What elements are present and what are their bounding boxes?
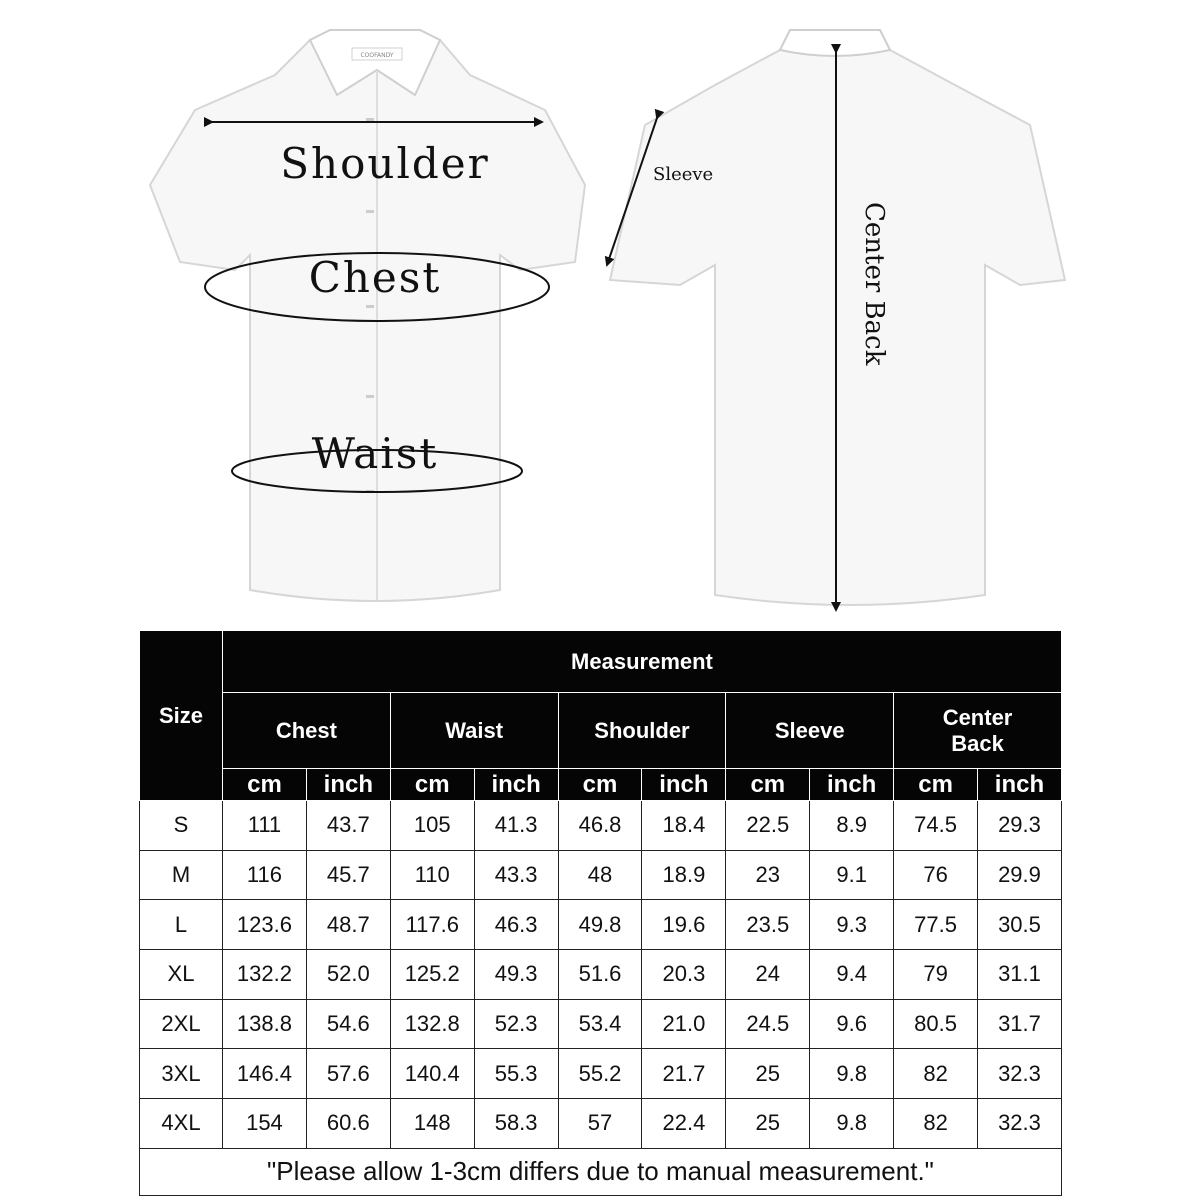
center-back-label: Center Back — [859, 202, 889, 366]
value-cell: 138.8 — [223, 999, 307, 1049]
value-cell: 22.4 — [642, 1099, 726, 1149]
value-cell: 29.9 — [978, 850, 1062, 900]
size-cell: 2XL — [140, 999, 223, 1049]
value-cell: 9.4 — [810, 950, 894, 1000]
unit-header: inch — [474, 769, 558, 801]
value-cell: 79 — [894, 950, 978, 1000]
chest-label: Chest — [308, 253, 442, 302]
unit-header: cm — [558, 769, 642, 801]
value-cell: 53.4 — [558, 999, 642, 1049]
value-cell: 110 — [390, 850, 474, 900]
size-cell: 4XL — [140, 1099, 223, 1149]
value-cell: 32.3 — [978, 1049, 1062, 1099]
value-cell: 30.5 — [978, 900, 1062, 950]
value-cell: 23.5 — [726, 900, 810, 950]
value-cell: 55.2 — [558, 1049, 642, 1099]
value-cell: 80.5 — [894, 999, 978, 1049]
value-cell: 51.6 — [558, 950, 642, 1000]
value-cell: 18.9 — [642, 850, 726, 900]
value-cell: 9.8 — [810, 1049, 894, 1099]
value-cell: 46.3 — [474, 900, 558, 950]
value-cell: 82 — [894, 1049, 978, 1099]
value-cell: 43.3 — [474, 850, 558, 900]
value-cell: 43.7 — [306, 801, 390, 851]
value-cell: 52.0 — [306, 950, 390, 1000]
value-cell: 18.4 — [642, 801, 726, 851]
value-cell: 45.7 — [306, 850, 390, 900]
value-cell: 125.2 — [390, 950, 474, 1000]
table-row — [140, 801, 1062, 851]
unit-header: inch — [642, 769, 726, 801]
value-cell: 57.6 — [306, 1049, 390, 1099]
table-row — [140, 1049, 1062, 1099]
size-chart-table — [139, 630, 1062, 1196]
size-header: Size — [140, 631, 223, 801]
value-cell: 9.8 — [810, 1099, 894, 1149]
value-cell: 31.7 — [978, 999, 1062, 1049]
value-cell: 48 — [558, 850, 642, 900]
value-cell: 76 — [894, 850, 978, 900]
unit-header: cm — [223, 769, 307, 801]
value-cell: 54.6 — [306, 999, 390, 1049]
measurement-header: Measurement — [223, 631, 1062, 693]
value-cell: 132.8 — [390, 999, 474, 1049]
value-cell: 20.3 — [642, 950, 726, 1000]
value-cell: 8.9 — [810, 801, 894, 851]
value-cell: 23 — [726, 850, 810, 900]
value-cell: 48.7 — [306, 900, 390, 950]
value-cell: 29.3 — [978, 801, 1062, 851]
unit-header: cm — [726, 769, 810, 801]
measurement-note: "Please allow 1-3cm differs due to manual measurement." — [140, 1148, 1062, 1195]
value-cell: 52.3 — [474, 999, 558, 1049]
table-row — [140, 999, 1062, 1049]
value-cell: 49.8 — [558, 900, 642, 950]
back-shirt-illustration — [610, 30, 1065, 605]
group-header: Chest — [223, 693, 391, 769]
group-header: Center Back — [894, 693, 1062, 769]
group-header: Waist — [390, 693, 558, 769]
size-cell: L — [140, 900, 223, 950]
value-cell: 9.3 — [810, 900, 894, 950]
value-cell: 24.5 — [726, 999, 810, 1049]
table-row — [140, 950, 1062, 1000]
brand-tag-text: COOFANDY — [360, 52, 394, 59]
value-cell: 21.0 — [642, 999, 726, 1049]
value-cell: 41.3 — [474, 801, 558, 851]
table-row — [140, 1099, 1062, 1149]
value-cell: 105 — [390, 801, 474, 851]
value-cell: 24 — [726, 950, 810, 1000]
shoulder-label: Shoulder — [280, 139, 490, 188]
unit-header: cm — [894, 769, 978, 801]
value-cell: 77.5 — [894, 900, 978, 950]
unit-header: inch — [810, 769, 894, 801]
value-cell: 22.5 — [726, 801, 810, 851]
value-cell: 111 — [223, 801, 307, 851]
unit-header: cm — [390, 769, 474, 801]
value-cell: 146.4 — [223, 1049, 307, 1099]
value-cell: 49.3 — [474, 950, 558, 1000]
value-cell: 55.3 — [474, 1049, 558, 1099]
value-cell: 116 — [223, 850, 307, 900]
value-cell: 154 — [223, 1099, 307, 1149]
value-cell: 32.3 — [978, 1099, 1062, 1149]
table-row — [140, 850, 1062, 900]
value-cell: 31.1 — [978, 950, 1062, 1000]
size-cell: XL — [140, 950, 223, 1000]
value-cell: 148 — [390, 1099, 474, 1149]
value-cell: 21.7 — [642, 1049, 726, 1099]
value-cell: 117.6 — [390, 900, 474, 950]
size-cell: S — [140, 801, 223, 851]
front-shirt-illustration — [150, 30, 585, 601]
size-cell: 3XL — [140, 1049, 223, 1099]
value-cell: 57 — [558, 1099, 642, 1149]
group-header: Shoulder — [558, 693, 726, 769]
value-cell: 9.1 — [810, 850, 894, 900]
value-cell: 123.6 — [223, 900, 307, 950]
table-row — [140, 900, 1062, 950]
value-cell: 19.6 — [642, 900, 726, 950]
value-cell: 74.5 — [894, 801, 978, 851]
value-cell: 60.6 — [306, 1099, 390, 1149]
waist-label: Waist — [311, 429, 439, 478]
value-cell: 58.3 — [474, 1099, 558, 1149]
group-header: Sleeve — [726, 693, 894, 769]
value-cell: 140.4 — [390, 1049, 474, 1099]
sleeve-label: Sleeve — [653, 164, 714, 185]
size-cell: M — [140, 850, 223, 900]
value-cell: 9.6 — [810, 999, 894, 1049]
unit-header: inch — [978, 769, 1062, 801]
value-cell: 25 — [726, 1049, 810, 1099]
value-cell: 46.8 — [558, 801, 642, 851]
value-cell: 132.2 — [223, 950, 307, 1000]
value-cell: 82 — [894, 1099, 978, 1149]
unit-header: inch — [306, 769, 390, 801]
value-cell: 25 — [726, 1099, 810, 1149]
